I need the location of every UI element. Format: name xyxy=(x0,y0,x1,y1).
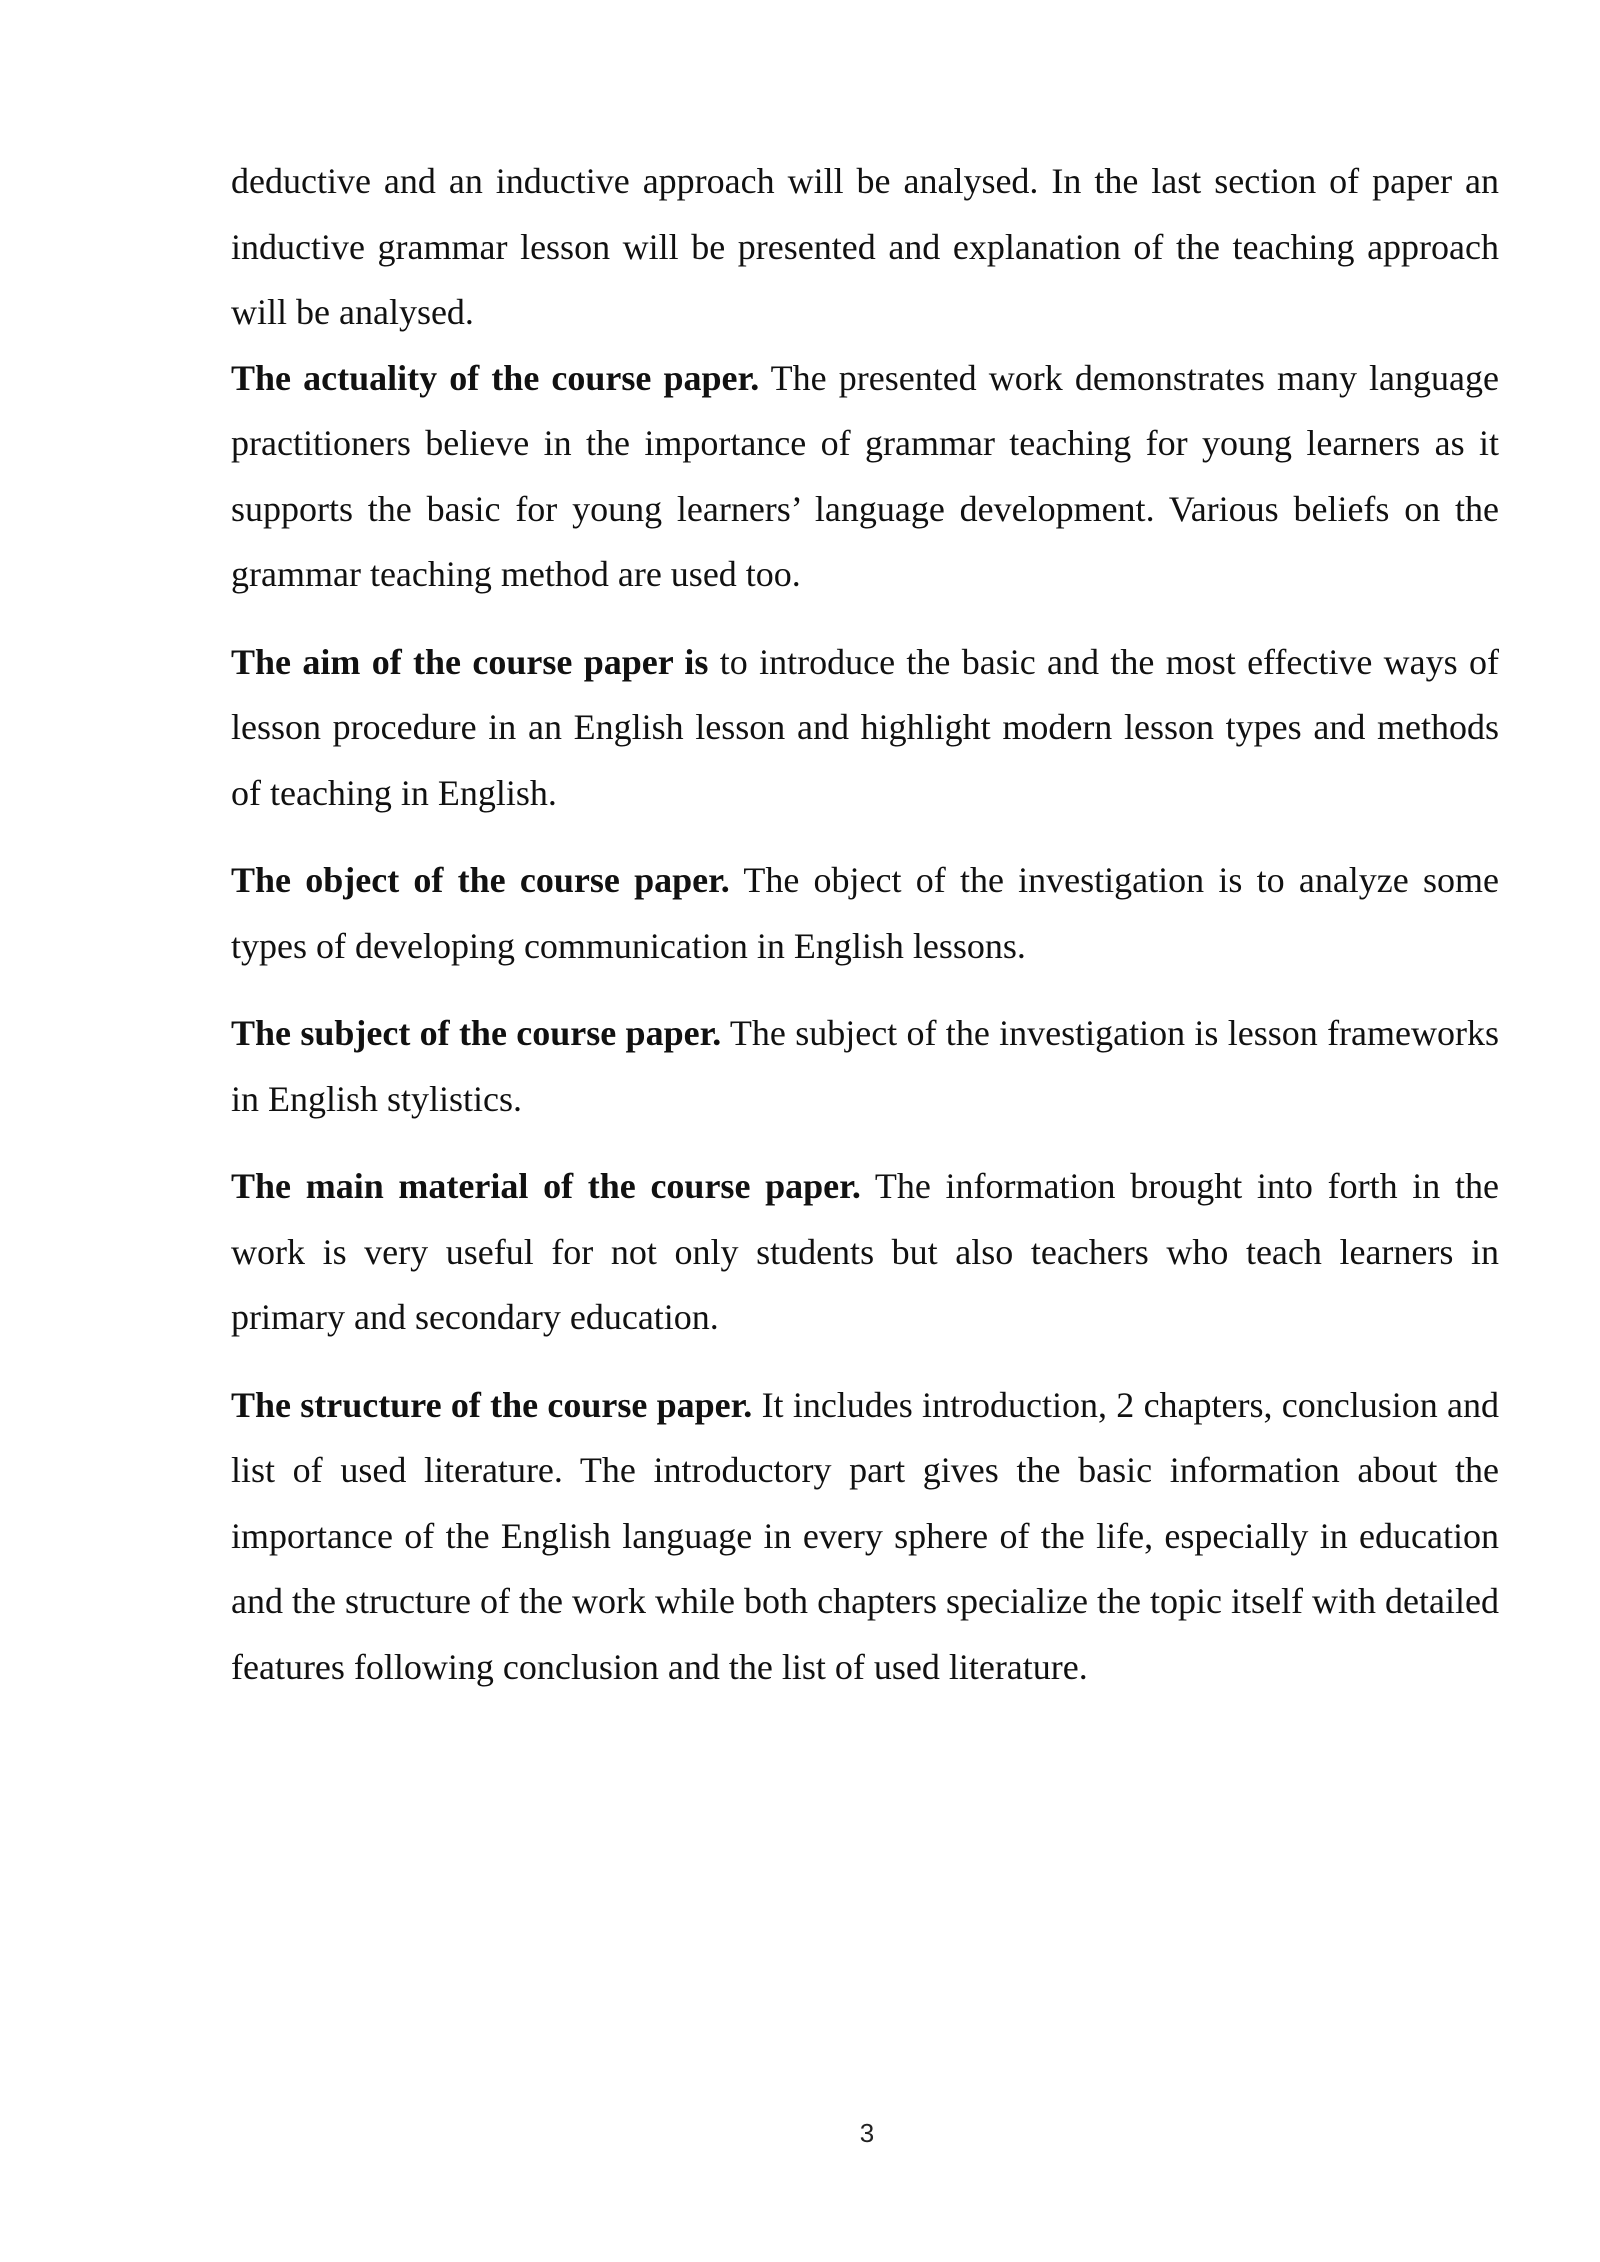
paragraph-lead: The structure of the course paper. xyxy=(231,1384,753,1425)
paragraph-intro-continuation xyxy=(231,149,1499,346)
paragraph-object xyxy=(231,848,1499,979)
paragraph-body: The information brought into forth in the work is very useful for not only students but also teachers who teach learners in primary and secondary education. xyxy=(231,1166,1499,1337)
paragraph-aim xyxy=(231,630,1499,827)
paragraph-lead: The main material of the course paper. xyxy=(231,1166,861,1206)
paragraph-body: The object of the investigation is to analyze some types of developing communication in English lessons. xyxy=(231,860,1499,966)
paragraph-body: The presented work demonstrates many language practitioners believe in the importance of grammar teaching for young learners as it supports the basic for young learners’ language development. Various beliefs on the grammar teaching method are used too. xyxy=(231,357,1499,594)
paragraph-main-material xyxy=(231,1154,1499,1351)
paragraph-lead: The actuality of the course paper. xyxy=(231,357,760,398)
paragraph-lead: The object of the course paper. xyxy=(231,860,730,900)
page-number: 3 xyxy=(859,2118,875,2148)
paragraph-body: It includes introduction, 2 chapters, conclusion and list of used literature. The introductory part gives the basic information about the importance of the English language in every sphere of the life, especially in education and the structure of the work while both chapters specialize the topic itself with detailed features following conclusion and the list of used literature. xyxy=(231,1384,1499,1687)
paragraph-subject xyxy=(231,1001,1499,1132)
paragraph-actuality xyxy=(231,346,1499,608)
paragraph-lead: The aim of the course paper is xyxy=(231,641,709,682)
paragraph-lead: The subject of the course paper. xyxy=(231,1013,722,1053)
paragraph-body: deductive and an inductive approach will be analysed. In the last section of paper an inductive grammar lesson will be presented and explanation of the teaching approach will be analysed. xyxy=(231,161,1499,332)
paragraph-body: to introduce the basic and the most effective ways of lesson procedure in an English lesson and highlight modern lesson types and methods of teaching in English. xyxy=(231,641,1499,813)
paragraph-body: The subject of the investigation is lesson frameworks in English stylistics. xyxy=(231,1013,1499,1119)
body-text xyxy=(231,149,1499,1700)
paragraph-structure xyxy=(231,1373,1499,1701)
